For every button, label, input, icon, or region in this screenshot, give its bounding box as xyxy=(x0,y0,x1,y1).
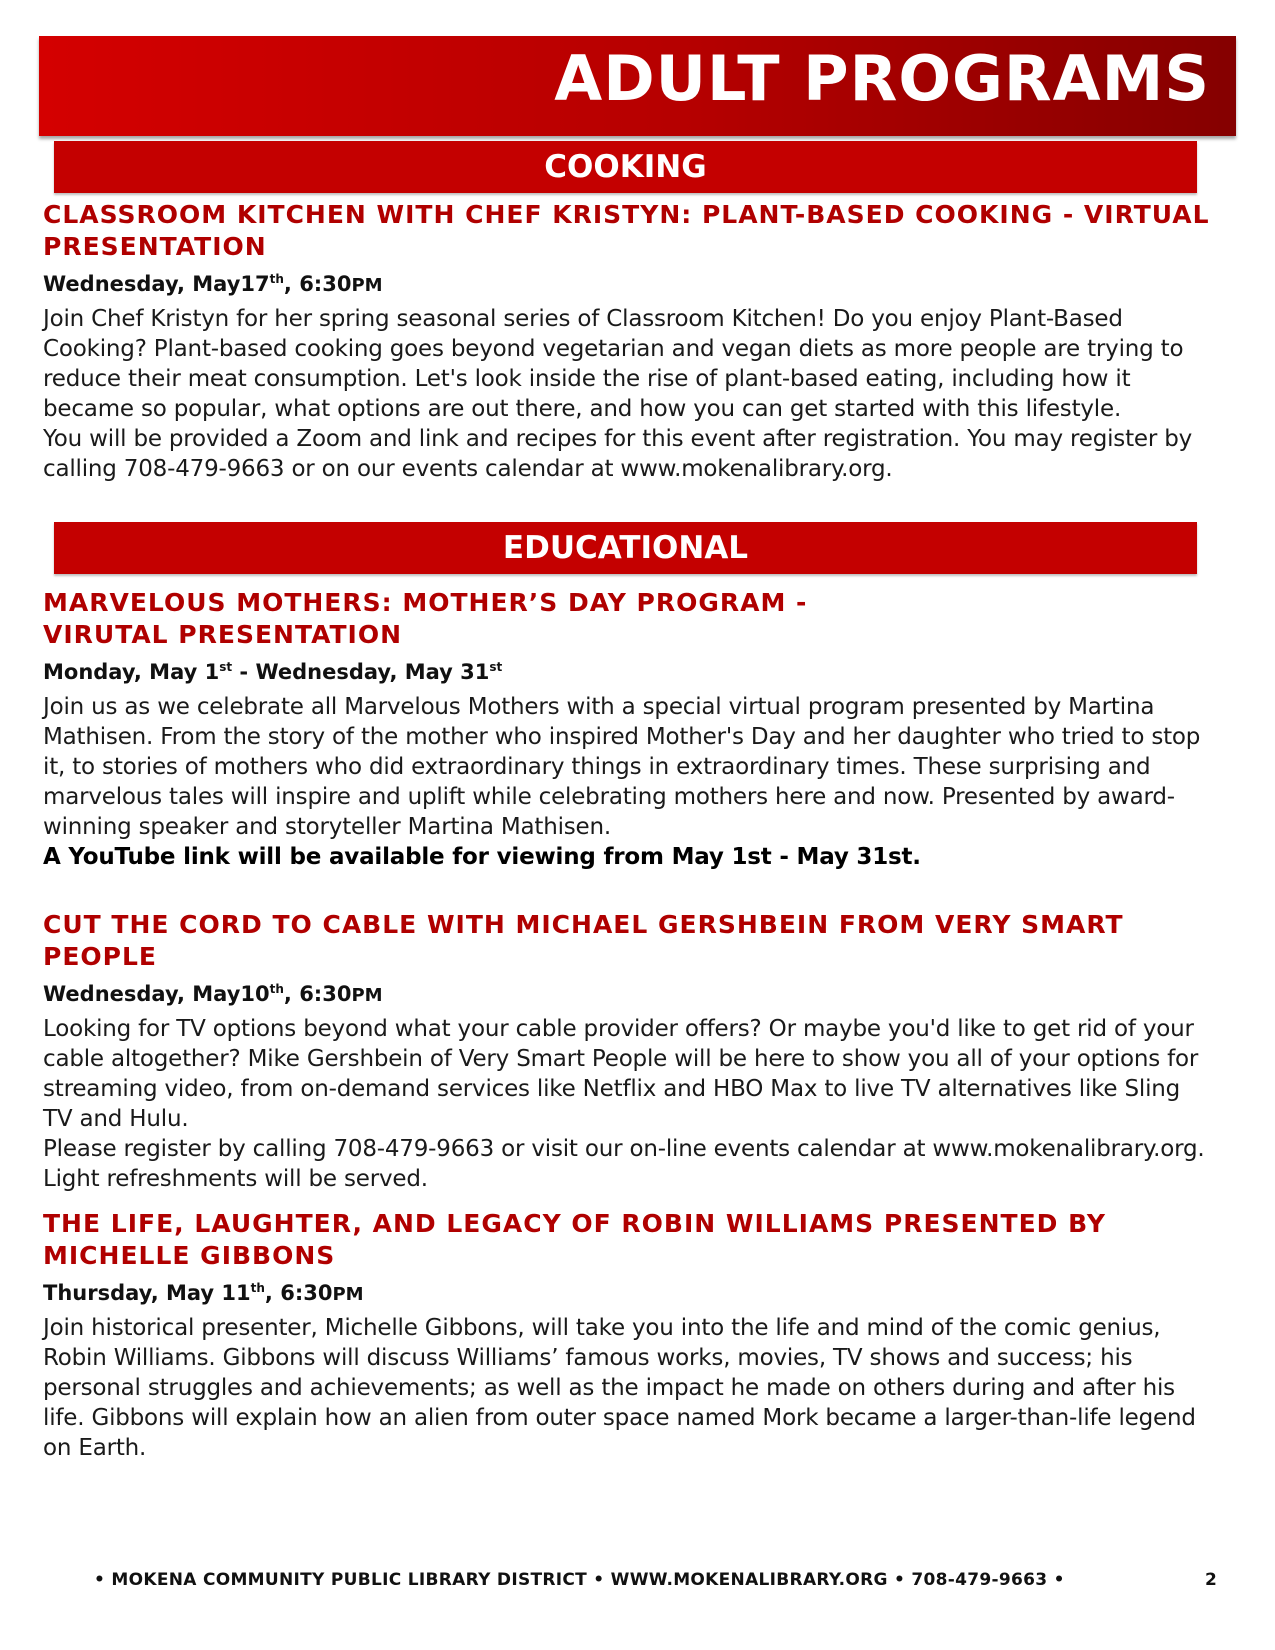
event-description-cut-the-cord xyxy=(43,1014,1213,1194)
event-title-cut-the-cord: CUT THE CORD TO CABLE WITH MICHAEL GERSHBEIN FROM VERY SMART PEOPLE xyxy=(43,910,1124,971)
paragraph: Please register by calling 708-479-9663 or visit our on-line events calendar at www.mokenalibrary.org. Light refreshments will be served. xyxy=(43,1136,1205,1192)
section-heading-educational: EDUCATIONAL xyxy=(54,522,1197,574)
paragraph: You will be provided a Zoom and link and recipes for this event after registration. You may register by calling 708-479-9663 or on our events calendar at www.mokenalibrary.org. xyxy=(43,426,1193,482)
youtube-note: A YouTube link will be available for viewing from May 1st - May 31st. xyxy=(43,844,921,870)
event-description-robin-williams xyxy=(43,1313,1213,1463)
event-date-marvelous-mothers: Monday, May 1st - Wednesday, May 31st xyxy=(43,660,503,684)
section-heading-cooking: COOKING xyxy=(54,141,1197,193)
event-date-cut-the-cord: Wednesday, May10th, 6:30PM xyxy=(43,982,383,1006)
event-title-marvelous-mothers: MARVELOUS MOTHERS: MOTHER’S DAY PROGRAM - VIRUTAL PRESENTATION xyxy=(43,588,808,649)
footer xyxy=(0,1570,1275,1600)
paragraph: Join historical presenter, Michelle Gibbons, will take you into the life and mind of the comic genius, Robin Williams. Gibbons will discuss Williams’ famous works, movies, TV shows and success; his personal struggles and achievements; as well as the impact he made on others during and after his life. Gibbons will explain how an alien from outer space named Mork became a larger-than-life legend on Earth. xyxy=(43,1315,1196,1461)
footer-contact: • MOKENA COMMUNITY PUBLIC LIBRARY DISTRICT • WWW.MOKENALIBRARY.ORG • 708-479-9663 • xyxy=(94,1570,1065,1590)
paragraph: Looking for TV options beyond what your cable provider offers? Or maybe you'd like to get rid of your cable altogether? Mike Gershbein of Very Smart People will be here to show you all of your options for streaming video, from on-demand services like Netflix and HBO Max to live TV alternatives like Sling TV and Hulu. xyxy=(43,1016,1199,1132)
event-title-robin-williams: THE LIFE, LAUGHTER, AND LEGACY OF ROBIN WILLIAMS PRESENTED BY MICHELLE GIBBONS xyxy=(43,1209,1106,1270)
header-banner xyxy=(39,36,1236,136)
event-title-classroom-kitchen: CLASSROOM KITCHEN WITH CHEF KRISTYN: PLANT-BASED COOKING - VIRTUAL PRESENTATION xyxy=(43,200,1210,261)
page-title: ADULT PROGRAMS xyxy=(554,42,1210,115)
event-description-classroom-kitchen xyxy=(43,304,1213,484)
event-description-marvelous-mothers xyxy=(43,692,1213,872)
paragraph: Join Chef Kristyn for her spring seasonal series of Classroom Kitchen! Do you enjoy Plant-Based Cooking? Plant-based cooking goes beyond vegetarian and vegan diets as more people are trying to reduce their meat consumption. Let's look inside the rise of plant-based eating, including how it became so popular, what options are out there, and how you can get started with this lifestyle. xyxy=(43,306,1184,422)
paragraph: Join us as we celebrate all Marvelous Mothers with a special virtual program presented by Martina Mathisen. From the story of the mother who inspired Mother's Day and her daughter who tried to stop it, to stories of mothers who did extraordinary things in extraordinary times. These surprising and marvelous tales will inspire and uplift while celebrating mothers here and now. Presented by award-winning speaker and storyteller Martina Mathisen. xyxy=(43,694,1201,840)
event-date-classroom-kitchen: Wednesday, May17th, 6:30PM xyxy=(43,272,383,296)
event-date-robin-williams: Thursday, May 11th, 6:30PM xyxy=(43,1281,364,1305)
page-number: 2 xyxy=(1205,1570,1218,1590)
